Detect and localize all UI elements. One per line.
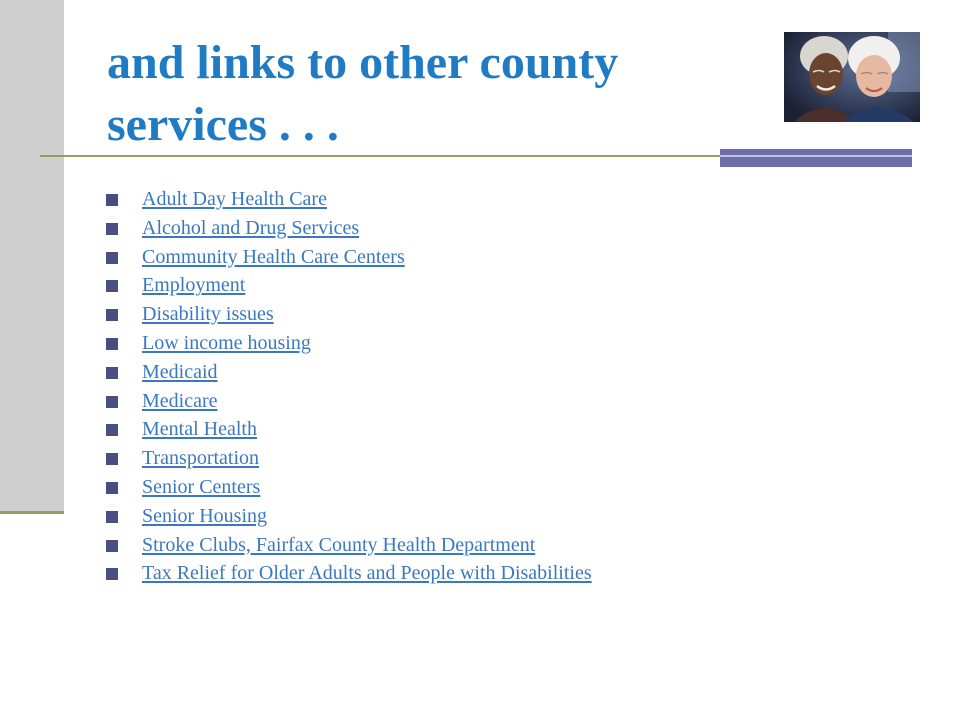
title-accent-bar <box>720 149 912 167</box>
link-medicaid[interactable]: Medicaid <box>142 360 218 383</box>
list-item <box>106 358 592 387</box>
square-bullet-icon <box>106 338 118 350</box>
link-employment[interactable]: Employment <box>142 274 246 297</box>
list-item <box>106 300 592 329</box>
square-bullet-icon <box>106 309 118 321</box>
link-disability-issues[interactable]: Disability issues <box>142 303 274 326</box>
seniors-photo-illustration <box>784 32 920 122</box>
list-item <box>106 214 592 243</box>
county-services-link-list <box>106 185 592 588</box>
link-low-income-housing[interactable]: Low income housing <box>142 331 311 354</box>
list-item <box>106 473 592 502</box>
square-bullet-icon <box>106 482 118 494</box>
link-mental-health[interactable]: Mental Health <box>142 418 257 441</box>
link-community-health-care-centers[interactable]: Community Health Care Centers <box>142 245 405 268</box>
link-adult-day-health-care[interactable]: Adult Day Health Care <box>142 188 327 210</box>
link-tax-relief[interactable]: Tax Relief for Older Adults and People with Disabilities <box>142 562 592 585</box>
list-item <box>106 415 592 444</box>
list-item <box>106 502 592 531</box>
list-item <box>106 329 592 358</box>
seniors-photo <box>784 32 920 122</box>
left-panel-rule <box>0 511 64 514</box>
list-item <box>106 243 592 272</box>
list-item <box>106 444 592 473</box>
link-senior-housing[interactable]: Senior Housing <box>142 504 267 527</box>
link-medicare[interactable]: Medicare <box>142 389 218 412</box>
square-bullet-icon <box>106 367 118 379</box>
square-bullet-icon <box>106 194 118 206</box>
list-item <box>106 559 592 588</box>
slide-title: and links to other county services . . . <box>107 36 619 151</box>
square-bullet-icon <box>106 223 118 235</box>
square-bullet-icon <box>106 424 118 436</box>
left-side-panel <box>0 0 64 511</box>
list-item <box>106 271 592 300</box>
square-bullet-icon <box>106 396 118 408</box>
link-alcohol-and-drug-services[interactable]: Alcohol and Drug Services <box>142 216 360 239</box>
link-stroke-clubs[interactable]: Stroke Clubs, Fairfax County Health Department <box>142 533 536 556</box>
square-bullet-icon <box>106 540 118 552</box>
square-bullet-icon <box>106 252 118 264</box>
list-item <box>106 531 592 560</box>
square-bullet-icon <box>106 511 118 523</box>
link-senior-centers[interactable]: Senior Centers <box>142 475 261 498</box>
list-item <box>106 387 592 416</box>
square-bullet-icon <box>106 568 118 580</box>
square-bullet-icon <box>106 280 118 292</box>
square-bullet-icon <box>106 453 118 465</box>
link-transportation[interactable]: Transportation <box>142 447 260 470</box>
list-item <box>106 185 592 214</box>
